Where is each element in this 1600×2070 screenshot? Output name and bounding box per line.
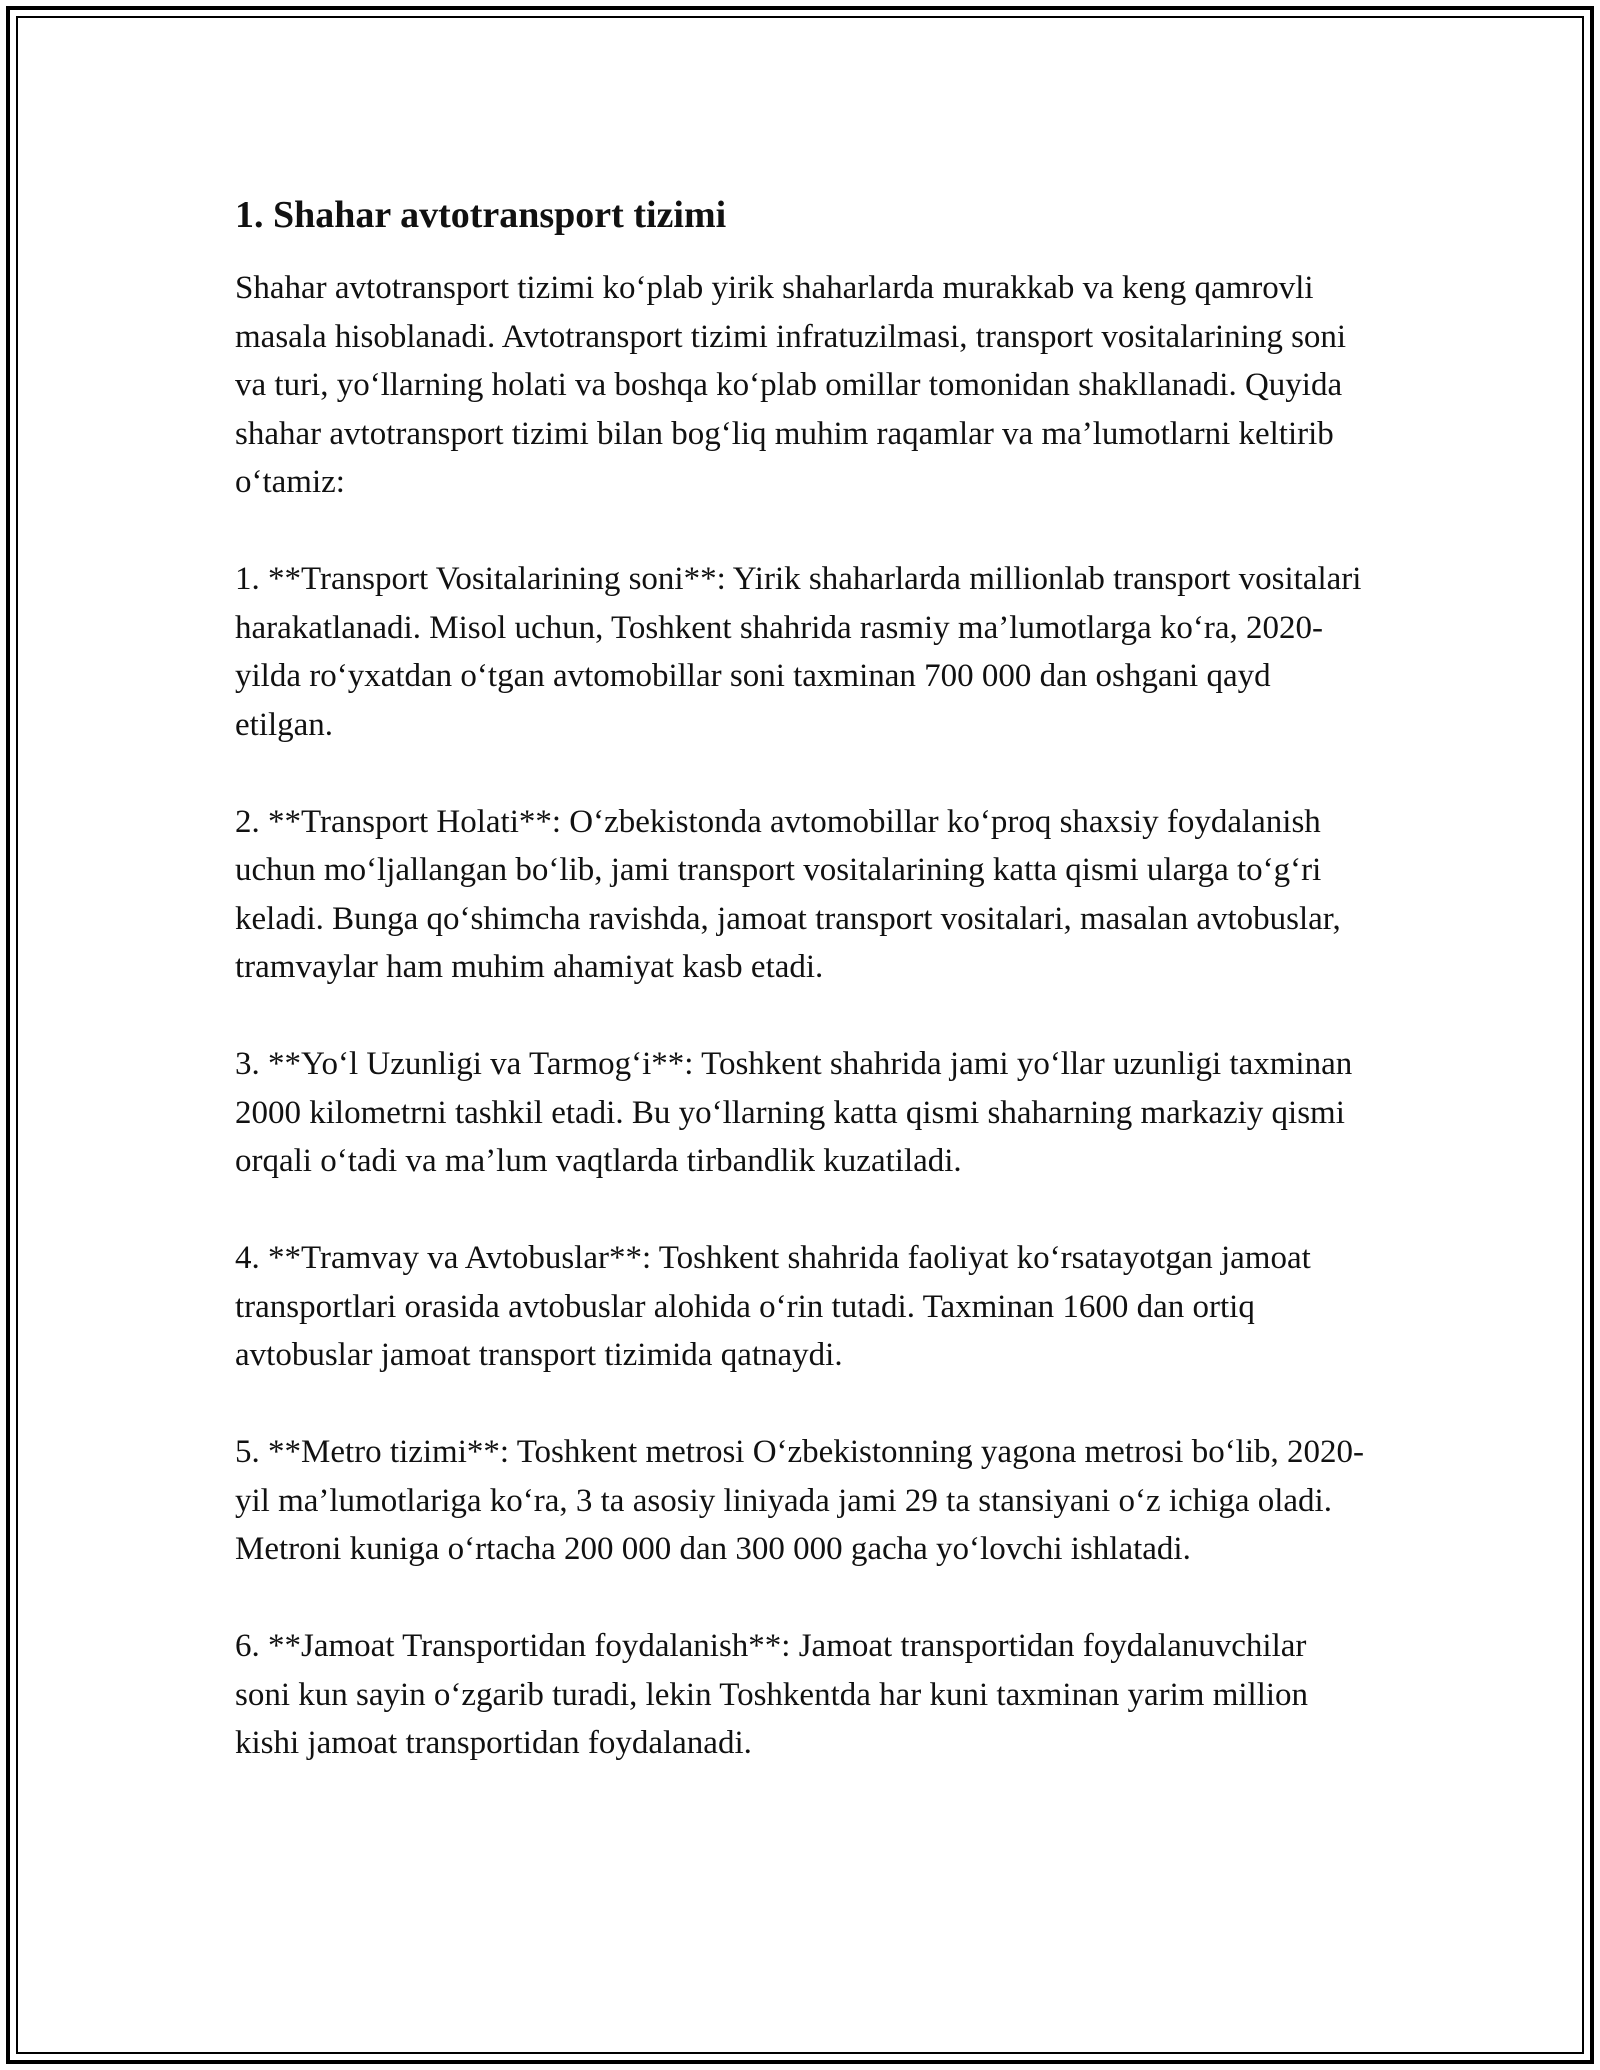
- list-item-trams-buses: 4. **Tramvay va Avtobuslar**: Toshkent shahrida faoliyat ko‘rsatayotgan jamoat transportlari orasida avtobuslar alohida o‘rin tutadi. Taxminan 1600 dan ortiq avtobuslar jamoat transport tizimida qatnaydi.: [235, 1240, 1311, 1373]
- list-item-metro: 5. **Metro tizimi**: Toshkent metrosi O‘zbekistonning yagona metrosi bo‘lib, 2020-yil ma’lumotlariga ko‘ra, 3 ta asosiy liniyada jami 29 ta stansiyani o‘z ichiga oladi. Metroni kuniga o‘rtacha 200 000 dan 300 000 gacha yo‘lovchi ishlatadi.: [235, 1434, 1365, 1567]
- list-item-road-length: 3. **Yo‘l Uzunligi va Tarmog‘i**: Toshkent shahrida jami yo‘llar uzunligi taxminan 2000 kilometrni tashkil etadi. Bu yo‘llarning katta qismi shaharning markaziy qismi orqali o‘tadi va ma’lum vaqtlarda tirbandlik kuzatiladi.: [235, 1046, 1353, 1179]
- section-heading: 1. Shahar avtotransport tizimi: [235, 194, 727, 236]
- list-item-transport-status: 2. **Transport Holati**: O‘zbekistonda avtomobillar ko‘proq shaxsiy foydalanish uchun mo‘ljallangan bo‘lib, jami transport vositalarining katta qismi ularga to‘g‘ri keladi. Bunga qo‘shimcha ravishda, jamoat transport vositalari, masalan avtobuslar, tramvaylar ham muhim ahamiyat kasb etadi.: [235, 803, 1341, 985]
- document-body: [235, 188, 1365, 1816]
- list-item-vehicle-count: 1. **Transport Vositalarining soni**: Yirik shaharlarda millionlab transport vositalari harakatlanadi. Misol uchun, Toshkent shahrida rasmiy ma’lumotlarga ko‘ra, 2020-yilda ro‘yxatdan o‘tgan avtomobillar soni taxminan 700 000 dan oshgani qayd etilgan.: [235, 561, 1362, 743]
- list-item-public-transport-usage: 6. **Jamoat Transportidan foydalanish**: Jamoat transportidan foydalanuvchilar soni kun sayin o‘zgarib turadi, lekin Toshkentda har kuni taxminan yarim million kishi jamoat transportidan foydalanadi.: [235, 1628, 1309, 1761]
- intro-paragraph: Shahar avtotransport tizimi ko‘plab yirik shaharlarda murakkab va keng qamrovli masala hisoblanadi. Avtotransport tizimi infratuzilmasi, transport vositalarining soni va turi, yo‘llarning holati va boshqa ko‘plab omillar tomonidan shakllanadi. Quyida shahar avtotransport tizimi bilan bog‘liq muhim raqamlar va ma’lumotlarni keltirib o‘tamiz:: [235, 270, 1347, 500]
